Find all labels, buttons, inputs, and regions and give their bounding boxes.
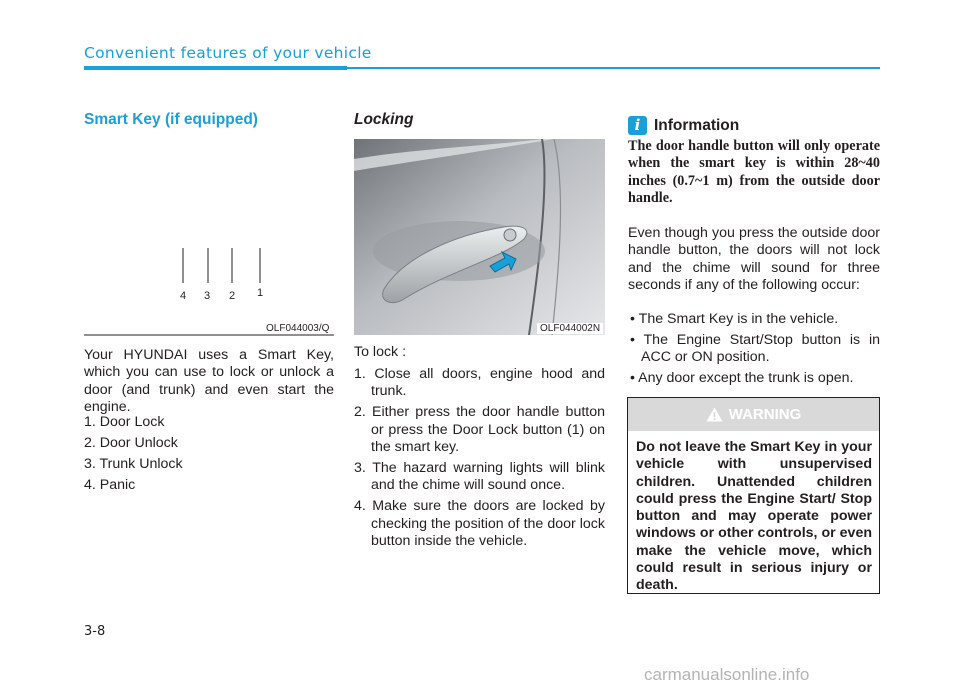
warning-triangle-icon [706,407,723,422]
information-note: The door handle button will only operate when the smart key is within 28~40 inches (0.7~1 m) from the outside door handle. [628,138,880,206]
chapter-title: Convenient features of your vehicle [84,44,372,62]
information-icon: i [628,116,647,135]
list-item: • The Engine Start/Stop button is in ACC or ON position. [630,331,880,366]
warning-label: WARNING [728,406,802,423]
figure-code-left: OLF044003/Q [263,323,332,334]
figure-code-middle: OLF044002N [537,323,603,334]
list-item: 2. Either press the door handle button or press the Door Lock button (1) on the smart key. [354,404,605,455]
header-rule-thin [347,67,880,69]
list-item: 1. Close all doors, engine hood and trunk. [354,366,605,400]
list-item: • The Smart Key is in the vehicle. [630,311,839,327]
locking-steps-list [354,366,605,554]
list-item: • Any door except the trunk is open. [630,369,854,386]
list-item: 3. Trunk Unlock [84,455,183,472]
section-title-locking: Locking [354,111,414,128]
warning-box [627,397,880,594]
smart-key-intro: Your HYUNDAI uses a Smart Key, which you can use to lock or unlock a door (and trunk) and even start the engine. [84,347,334,415]
callout-3: 3 [204,290,211,302]
smart-key-figure [84,137,334,337]
list-item: 2. Door Unlock [84,434,178,451]
callout-2: 2 [229,290,236,302]
callout-4: 4 [180,290,187,302]
information-body: Even though you press the outside door handle button, the doors will not lock and the chime will sound for three seconds if any of the following occur: [628,225,880,293]
list-item: 3. The hazard warning lights will blink and the chime will sound once. [354,460,605,494]
list-item: 1. Door Lock [84,414,165,430]
callout-1: 1 [257,287,264,299]
information-title: Information [654,117,740,134]
warning-header [628,398,879,431]
section-title-smart-key: Smart Key (if equipped) [84,111,258,128]
header-rule-thick [84,66,347,70]
page-number: 3-8 [84,624,106,639]
warning-text: Do not leave the Smart Key in your vehicle with unsupervised children. Unattended children could press the Engine Start/ Stop button and may operate power windows or other controls, or even make the vehicle move, which could result in serious injury or death. [636,439,872,594]
list-item: 4. Make sure the doors are locked by checking the position of the door lock button inside the vehicle. [354,498,605,550]
smart-key-buttons-list [84,414,334,498]
watermark: carmanualsonline.info [644,665,810,684]
information-bullets [628,311,880,391]
door-handle-photo [354,139,605,335]
list-item: 4. Panic [84,476,136,493]
locking-lead: To lock : [354,344,407,360]
